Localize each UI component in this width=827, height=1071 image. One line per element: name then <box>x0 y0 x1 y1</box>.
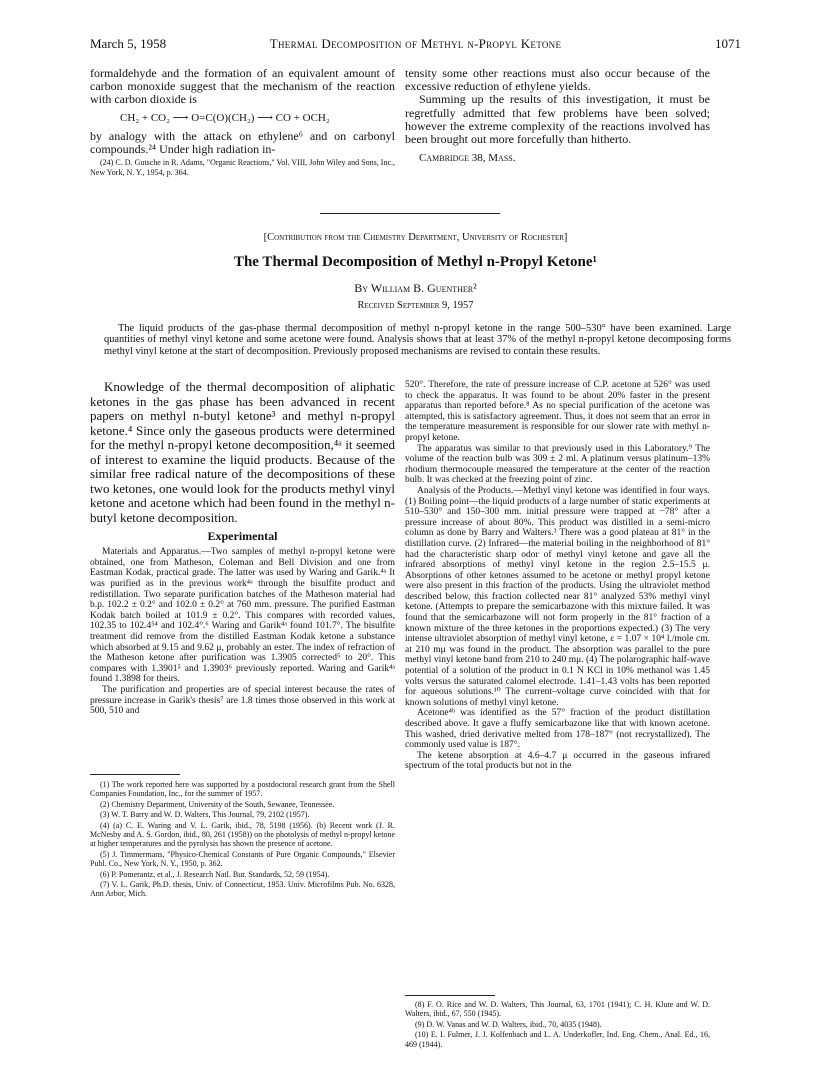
footnote-9: (9) D. W. Vanas and W. D. Walters, ibid., 70, 4035 (1948). <box>415 1019 602 1029</box>
intro-paragraph: Knowledge of the thermal decomposition of aliphatic ketones in the gas phase has been advanced in recent papers on methyl n-butyl ketone³ and methyl n-propyl ketone.⁴ Since only the gaseous products were determined for the methyl n-propyl ketone decomposition,⁴ᵃ it seemed of interest to examine the liquid products. Because of the similar free radical nature of the decompositions of these two ketones, one would look for the products methyl vinyl ketone and acetone which had been found in the methyl n-butyl ketone decomposition. <box>90 379 395 525</box>
experimental-text <box>90 547 395 717</box>
abstract: The liquid products of the gas-phase thermal decomposition of methyl n-propyl ketone in the range 500–530° have been examined. Large quantities of methyl vinyl ketone and some acetone were found. Analysis shows that at least 37% of the methyl n-propyl ketone decomposing forms methyl vinyl ketone at the start of decomposition. Previously proposed mechanisms are revised to contain these results. <box>104 323 731 357</box>
purification-paragraph: The purification and properties are of special interest because the rates of pressure increase in Garik's thesis⁷ are 1.8 times those observed in this work at 500, 510 and <box>90 684 395 717</box>
top-right-column <box>405 67 710 165</box>
footnote-24-block <box>90 158 395 177</box>
right-main-column <box>405 380 710 772</box>
left-main-column <box>90 380 395 717</box>
summary-paragraph: Summing up the results of this investigation, it must be regretfully admitted that few problems have been solved; however the extreme complexity of the reactions involved has been brought out more forcefully than hitherto. <box>405 92 710 147</box>
received-line: Received September 9, 1957 <box>357 300 474 311</box>
page-header <box>90 36 741 52</box>
analysis-paragraph: Analysis of the Products.—Methyl vinyl ketone was identified in four ways. (1) Boiling point—the liquid products of a large number of static experiments at 510–530° and 150–300 mm. initial pressure were trapped at −78° after a pressure increase of about 80%. This product was distilled in a semi-micro column as done by Barry and Walters.³ There was a good plateau at 81° in the distillation curve. (2) Infrared—the material boiling in the neighborhood of 81° had the characteristic sharp odor of methyl vinyl ketone and gave all the infrared absorptions of methyl vinyl ketone in the region 2.5–15.5 μ. Absorptions of other ketones assumed to be acetone or methyl propyl ketone were also present in this fraction of the products. Using the ultraviolet method described below, this fraction collected near 81° analyzed 53% methyl vinyl ketone. (Attempts to prepare the semicarbazone with this mixture failed. It was found that the semicarbazone will not form properly in the 81° fraction of a known mixture of the three ketones in the proportions expected.) (3) The very intense ultraviolet absorption of methyl vinyl ketone, ε = 1.07 × 10⁴ l./mole cm. at 210 mμ was found in the product. The absorption was parallel to the pure methyl vinyl ketone band from 210 to 240 mμ. (4) The polarographic half-wave potential of a solution of the product in 0.1 N KCl in 10% methanol was 1.45 volts versus the saturated calomel electrode. 1.41–1.43 volts has been reported for aqueous solutions.¹⁰ The current–voltage curve coincided with that for known solutions of methyl vinyl ketone. <box>405 485 710 708</box>
apparatus-paragraph: The apparatus was similar to that previously used in this Laboratory.⁹ The volume of the reaction bulb was 309 ± 2 ml. A platinum versus platinum–13% rhodium thermocouple measured the temperature at the center of the reaction bulb. It was checked at the freezing point of zinc. <box>405 443 710 486</box>
article-heading <box>90 232 741 311</box>
article-separator <box>320 213 500 214</box>
footnote-1: (1) The work reported here was supported by a postdoctoral research grant from the Shell Companies Foundation, Inc., for the summer of 1957. <box>90 780 395 799</box>
header-date: March 5, 1958 <box>90 36 167 51</box>
footnote-rule-right <box>405 995 495 996</box>
section-heading-experimental: Experimental <box>207 529 278 543</box>
contribution-line: [Contribution from the Chemistry Department, University of Rochester] <box>263 232 568 243</box>
continued-paragraph-2: by analogy with the attack on ethylene⁶ and on carbonyl compounds.²⁴ Under high radiation in- <box>90 128 395 157</box>
place-line: Cambridge 38, Mass. <box>419 152 516 165</box>
article-title: The Thermal Decomposition of Methyl n-Propyl Ketone¹ <box>233 254 598 270</box>
footnote-rule-left <box>90 774 180 775</box>
footnote-7: (7) V. L. Garik, Ph.D. thesis, Univ. of Connecticut, 1953. Univ. Microfilms Pub. No. 6328, Ann Arbor, Mich. <box>90 880 395 899</box>
right-footnotes <box>405 1000 710 1050</box>
acetone-paragraph: Acetone⁴ᵇ was identified as the 57° fraction of the product distillation described above. It gave a fluffy semicarbazone like that with known acetone. This washed, dried derivative melted from 178–187° (not recrystallized). The commonly used value is 187°. <box>405 708 710 751</box>
top-left-column <box>90 67 395 178</box>
continued-paragraph-right: tensity some other reactions must also occur because of the excessive reduction of ethylene yields. <box>405 66 710 94</box>
left-footnotes <box>90 780 395 900</box>
footnote-10: (10) E. I. Fulmer, J. J. Kolfenbach and L. A. Underkofler, Ind. Eng. Chem., Anal. Ed., 16, 469 (1944). <box>405 1030 710 1049</box>
page-number: 1071 <box>715 36 741 51</box>
reaction-equation: CH₂ + CO₂ ⟶ O=C(O)(CH₂) ⟶ CO + OCH₂ <box>120 111 330 124</box>
materials-paragraph: Materials and Apparatus.—Two samples of methyl n-propyl ketone were obtained, one from Matheson, Coleman and Bell Division and one from Eastman Kodak, practical grade. The latter was used by Waring and Garik.⁴ᵃ It was purified as in the previous work⁴ᵃ through the bisulfite product and redistillation. Two separate purification batches of the Matheson material had b.p. 102.2 ± 0.2° and 102.0 ± 0.2° at 760 mm. pressure. The purified Eastman Kodak batch boiled at 101.9 ± 0.2°. This compares with recorded values, 102.35 to 102.4⁵⁴ and 102.4°.⁶ Waring and Garik⁴ᵃ found 101.7°. The bisulfite treatment did remove from the distilled Eastman Kodak ketone a substance which absorbed at 9.15 and 9.62 μ, probably an ester. The index of refraction of the Matheson ketone after purification was 1.3905 corrected⁵ to 20°. This compares with 1.3901⁵ and 1.3903⁶ previously reported. Waring and Garik⁴ᵃ found 1.3898 for theirs. <box>90 547 395 685</box>
footnote-3: (3) W. T. Barry and W. D. Walters, This Journal, 79, 2102 (1957). <box>100 810 310 820</box>
rate-paragraph: 520°. Therefore, the rate of pressure increase of C.P. acetone at 526° was used to check the apparatus. It was found to be about 20% faster in the present apparatus than reported before.⁸ As no special purification of the acetone was attempted, this is satisfactory agreement. Thus, it does not seem that an error in the temperature measurement is responsible for our slower rate with methyl n-propyl ketone. <box>405 380 710 443</box>
footnote-4: (4) (a) C. E. Waring and V. L. Garik, ibid., 78, 5198 (1956). (b) Recent work (J. R. McNesby and A. S. Gordon, ibid., 80, 261 (1958)) on the photolysis of methyl n-propyl ketone at higher temperatures and the pyrolysis has shown the presence of acetone. <box>90 820 395 849</box>
continued-paragraph: formaldehyde and the formation of an equivalent amount of carbon monoxide suggest that the mechanism of the reaction with carbon dioxide is <box>90 66 395 107</box>
author-line: By William B. Guenther² <box>354 281 477 295</box>
footnote-24: (24) C. D. Gutsche in R. Adams, "Organic Reactions," Vol. VIII, John Wiley and Sons, Inc., New York, N. Y., 1954, p. 364. <box>90 158 395 177</box>
ketene-paragraph: The ketene absorption at 4.6–4.7 μ occurred in the gaseous infrared spectrum of the total products but not in the <box>405 750 710 772</box>
footnote-6: (6) P. Pomerantz, et al., J. Research Natl. Bur. Standards, 52, 59 (1954). <box>100 869 330 879</box>
footnote-2: (2) Chemistry Department, University of the South, Sewanee, Tennessee. <box>100 799 335 809</box>
footnote-5: (5) J. Timmermans, "Physico-Chemical Constants of Pure Organic Compounds," Elsevier Publ. Co., New York, N. Y., 1950, p. 362. <box>90 849 395 869</box>
running-title: Thermal Decomposition of Methyl n-Propyl Ketone <box>269 36 562 51</box>
footnote-8: (8) F. O. Rice and W. D. Walters, This Journal, 63, 1701 (1941); C. H. Klute and W. D. Walters, ibid., 67, 550 (1945). <box>405 1000 710 1019</box>
